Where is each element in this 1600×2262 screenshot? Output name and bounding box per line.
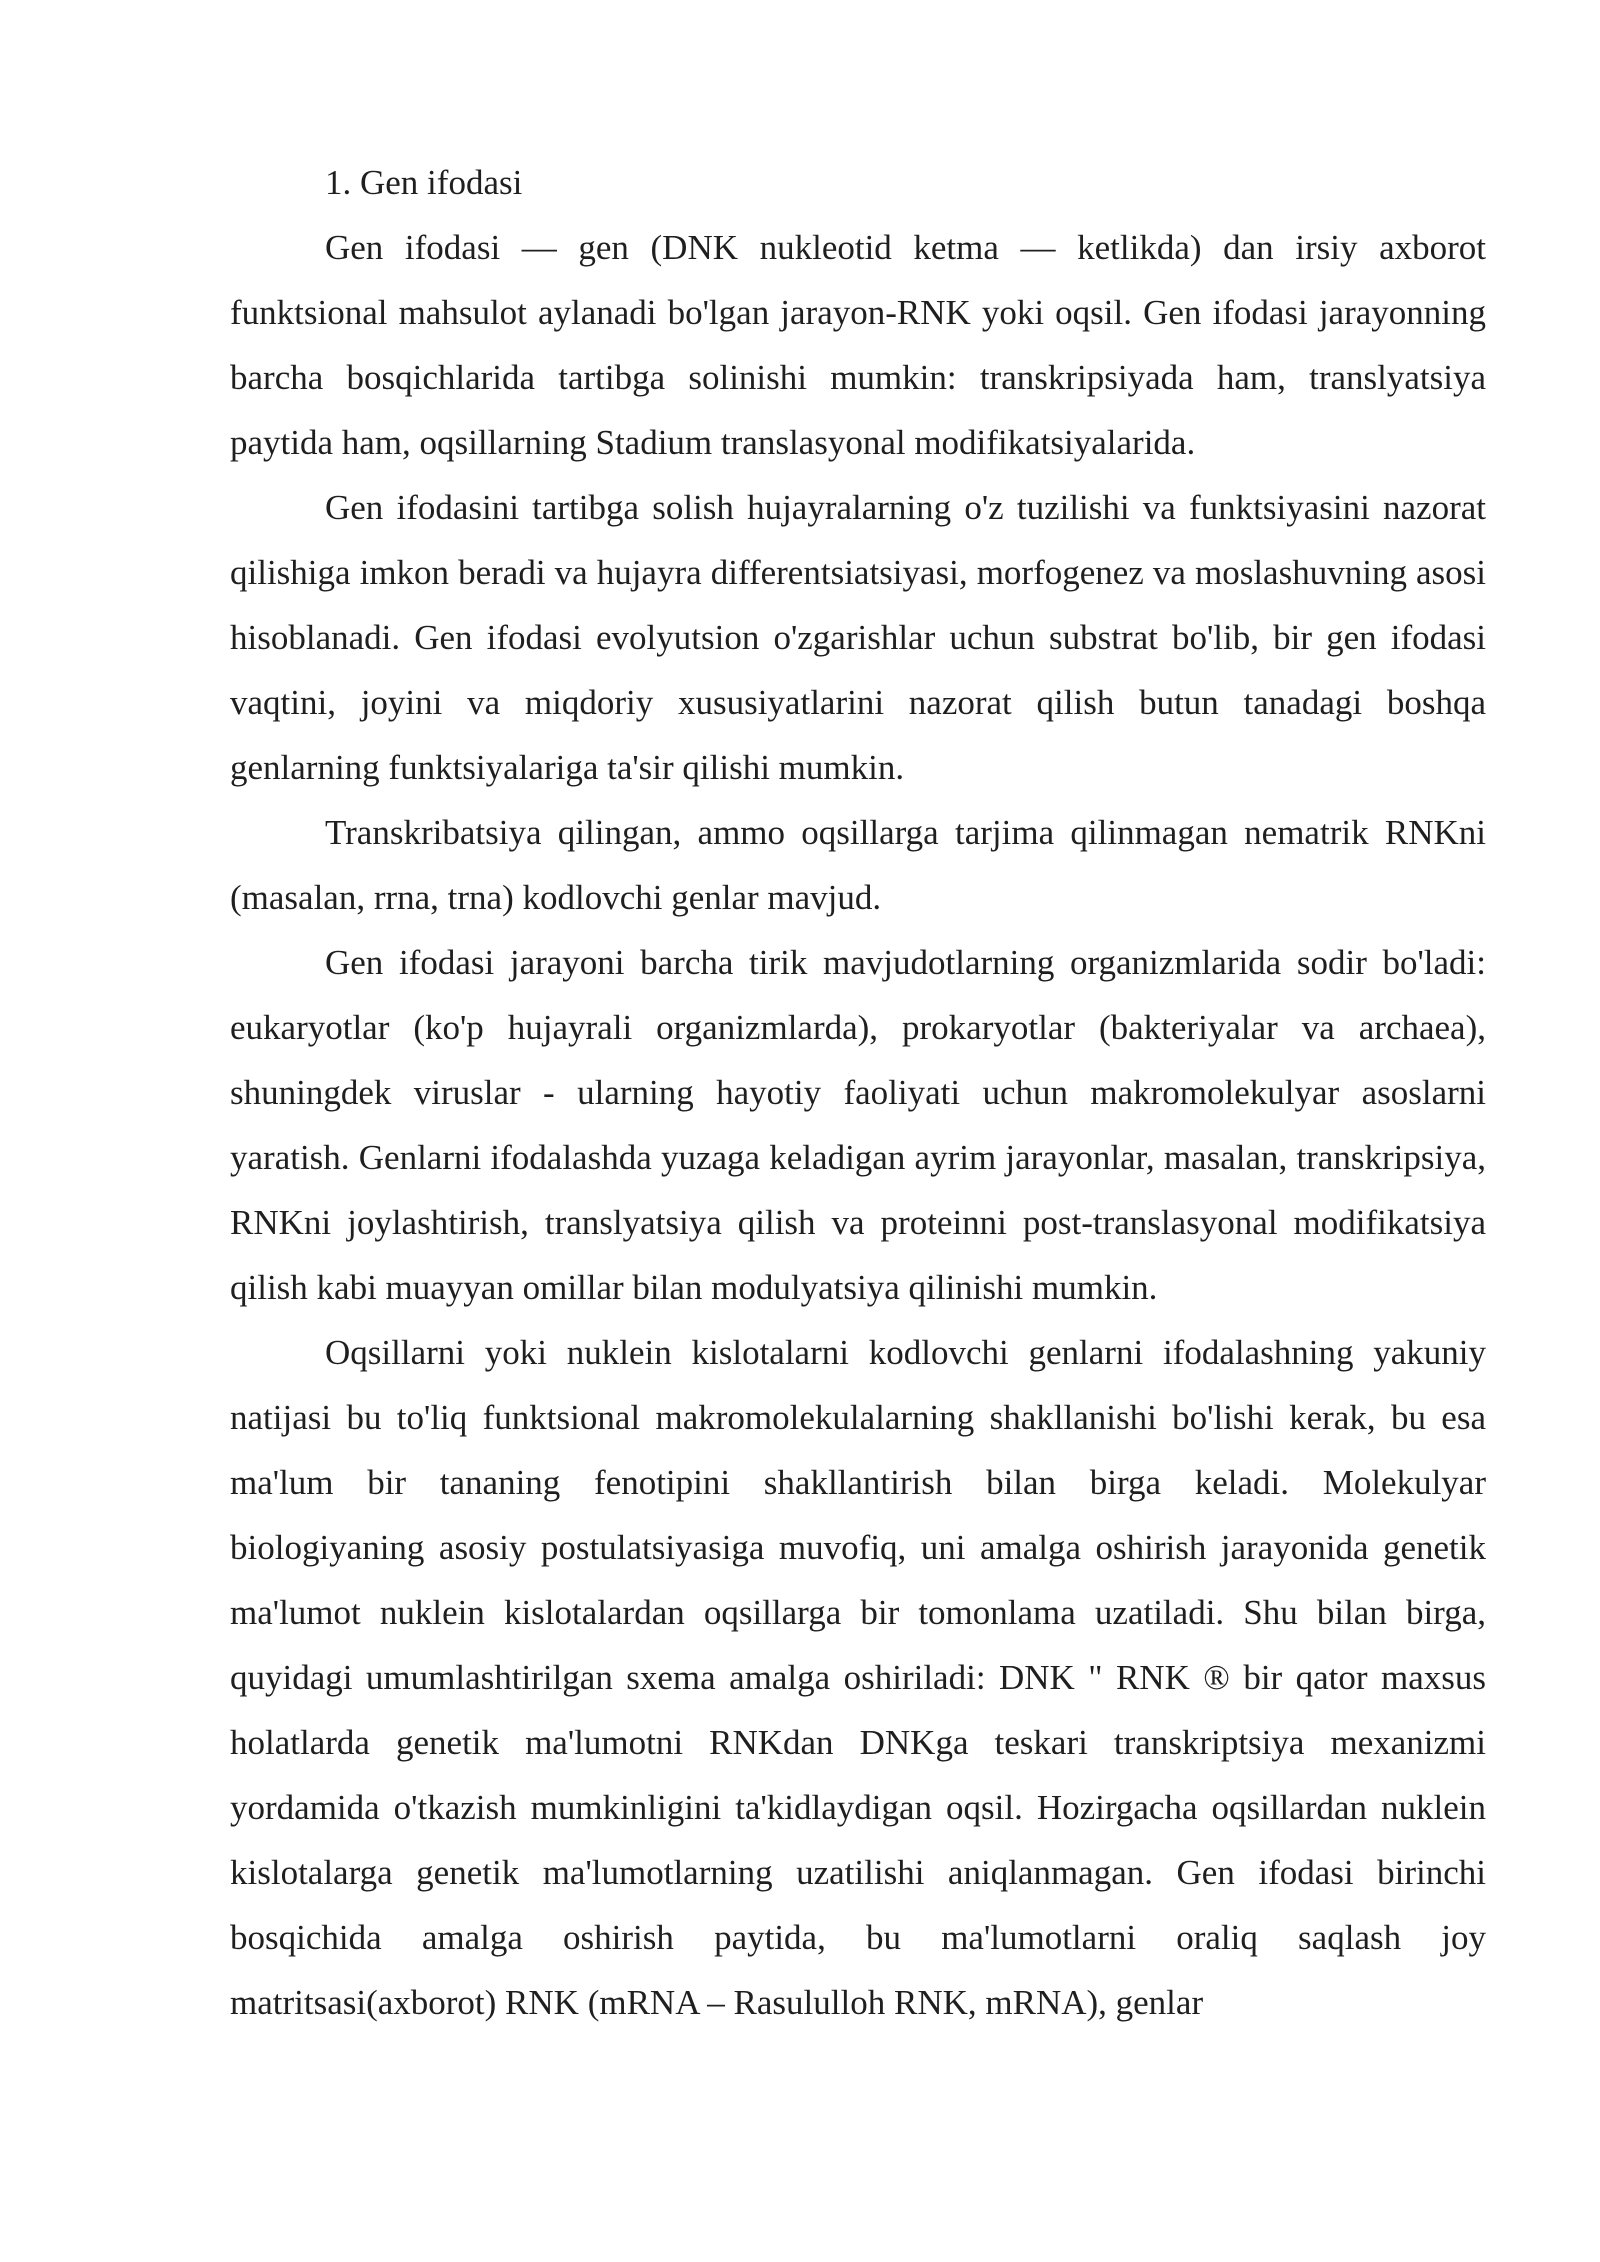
paragraph-central-dogma: Oqsillarni yoki nuklein kislotalarni kodlovchi genlarni ifodalashning yakuniy natijasi bu to'liq funktsional makromolekulalarning shakllanishi bo'lishi kerak, bu esa ma'lum bir tananing fenotipini shakllantirish bilan birga keladi. Molekulyar biologiyaning asosiy postulatsiyasiga muvofiq, uni amalga oshirish jarayonida genetik ma'lumot nuklein kislotalardan oqsillarga bir tomonlama uzatiladi. Shu bilan birga, quyidagi umumlashtirilgan sxema amalga oshiriladi: DNK " RNK ® bir qator maxsus holatlarda genetik ma'lumotni RNKdan DNKga teskari transkriptsiya mexanizmi yordamida o'tkazish mumkinligini ta'kidlaydigan oqsil. Hozirgacha oqsillardan nuklein kislotalarga genetik ma'lumotlarning uzatilishi aniqlanmagan. Gen ifodasi birinchi bosqichida amalga oshirish paytida, bu ma'lumotlarni oraliq saqlash joy matritsasi(axborot) RNK (mRNA – Rasululloh RNK, mRNA), genlar — [230, 1333, 1486, 2022]
document-page — [230, 150, 1486, 2035]
paragraph-organisms: Gen ifodasi jarayoni barcha tirik mavjudotlarning organizmlarida sodir bo'ladi: eukaryotlar (ko'p hujayrali organizmlarda), prokaryotlar (bakteriyalar va archaea), shuningdek viruslar - ularning hayotiy faoliyati uchun makromolekulyar asoslarni yaratish. Genlarni ifodalashda yuzaga keladigan ayrim jarayonlar, masalan, transkripsiya, RNKni joylashtirish, translyatsiya qilish va proteinni post-translasyonal modifikatsiya qilish kabi muayyan omillar bilan modulyatsiya qilinishi mumkin. — [230, 943, 1486, 1307]
paragraph-regulation: Gen ifodasini tartibga solish hujayralarning o'z tuzilishi va funktsiyasini nazorat qilishiga imkon beradi va hujayra differentsiatsiyasi, morfogenez va moslashuvning asosi hisoblanadi. Gen ifodasi evolyutsion o'zgarishlar uchun substrat bo'lib, bir gen ifodasi vaqtini, joyini va miqdoriy xususiyatlarini nazorat qilish butun tanadagi boshqa genlarning funktsiyalariga ta'sir qilishi mumkin. — [230, 488, 1486, 787]
section-heading: 1. Gen ifodasi — [325, 163, 523, 202]
paragraph-noncoding-rna: Transkribatsiya qilingan, ammo oqsillarga tarjima qilinmagan nematrik RNKni (masalan, rrna, trna) kodlovchi genlar mavjud. — [230, 813, 1486, 917]
paragraph-gene-expression-definition: Gen ifodasi — gen (DNK nukleotid ketma — ketlikda) dan irsiy axborot funktsional mahsulot aylanadi bo'lgan jarayon-RNK yoki oqsil. Gen ifodasi jarayonning barcha bosqichlarida tartibga solinishi mumkin: transkripsiyada ham, translyatsiya paytida ham, oqsillarning Stadium translasyonal modifikatsiyalarida. — [230, 228, 1486, 462]
